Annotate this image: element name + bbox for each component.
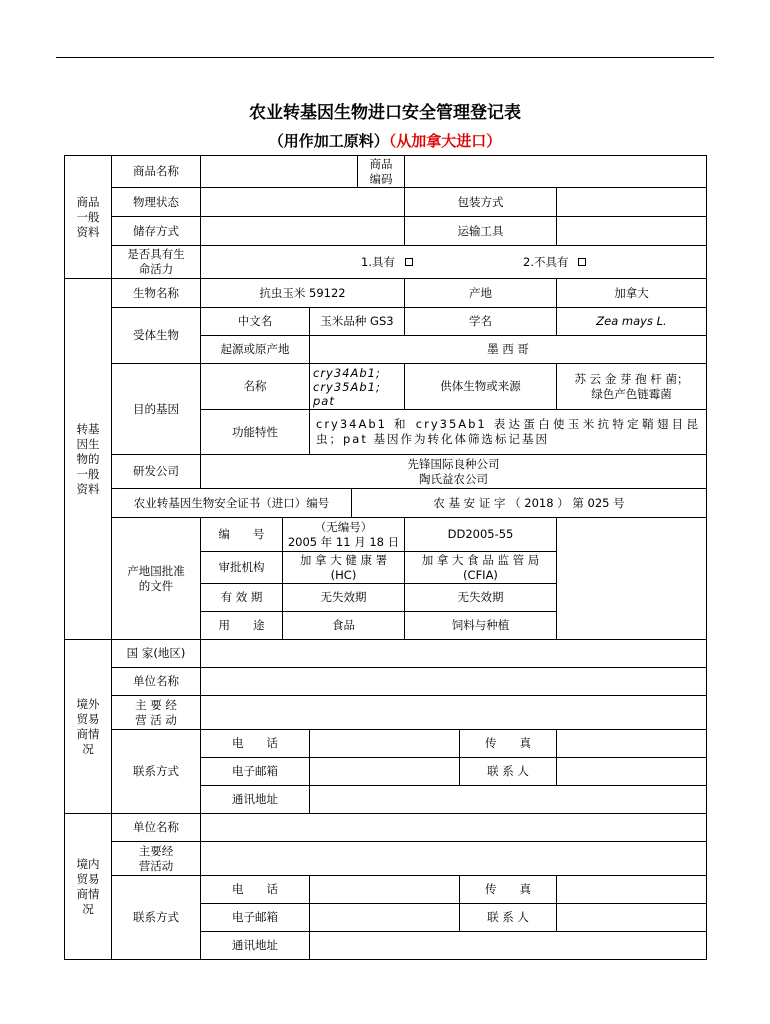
label-recipient: 受体生物 (111, 307, 201, 364)
field-approval-extra[interactable] (556, 517, 707, 640)
field-foreign-address[interactable] (309, 785, 707, 814)
label-foreign-contact: 联系方式 (111, 729, 201, 814)
value-certificate: 农 基 安 证 字 （ 2018 ） 第 025 号 (351, 488, 707, 518)
value-validity-hc: 无失效期 (282, 583, 405, 612)
value-donor: 苏 云 金 芽 孢 杆 菌； 绿色产色链霉菌 (556, 363, 707, 410)
subtitle-main: （用作加工原料） (268, 132, 389, 150)
label-number: 编 号 (200, 517, 283, 552)
section-gmo: 转基 因生 物的 一般 资料 (64, 278, 112, 640)
label-domestic-address: 通讯地址 (200, 931, 310, 960)
label-approval-docs: 产地国批准 的文件 (111, 517, 201, 640)
label-sci-name: 学名 (404, 307, 557, 336)
field-product-name[interactable] (200, 155, 358, 188)
value-source: 墨 西 哥 (309, 335, 707, 364)
label-foreign-contact-person: 联 系 人 (459, 757, 557, 786)
label-target-gene: 目的基因 (111, 363, 201, 455)
value-number-hc: （无编号） 2005 年 11 月 18 日 (282, 517, 405, 552)
value-authority-cfia: 加 拿 大 食 品 监 管 局 (CFIA) (404, 551, 557, 584)
value-number-cfia: DD2005-55 (404, 517, 557, 552)
field-country[interactable] (200, 639, 707, 668)
page-title: 农业转基因生物进口安全管理登记表 (249, 103, 521, 123)
label-foreign-main-business: 主 要 经 营 活 动 (111, 695, 201, 730)
label-validity: 有 效 期 (200, 583, 283, 612)
field-domestic-main-business[interactable] (200, 841, 707, 876)
label-origin-place: 产地 (404, 278, 557, 308)
value-authority-hc: 加 拿 大 健 康 署 (HC) (282, 551, 405, 584)
section-goods: 商品 一般 资料 (64, 155, 112, 279)
field-domestic-email[interactable] (309, 903, 460, 932)
value-usage-cfia: 饲料与种植 (404, 611, 557, 640)
field-domestic-contact-person[interactable] (556, 903, 707, 932)
checkbox-icon[interactable] (578, 258, 586, 266)
field-product-code[interactable] (404, 155, 707, 188)
value-cn-name: 玉米品种 GS3 (309, 307, 405, 336)
field-foreign-phone[interactable] (309, 729, 460, 758)
field-domestic-address[interactable] (309, 931, 707, 960)
field-domestic-fax[interactable] (556, 875, 707, 904)
label-usage: 用 途 (200, 611, 283, 640)
label-authority: 审批机构 (200, 551, 283, 584)
label-source: 起源或原产地 (200, 335, 310, 364)
label-product-code: 商品 编码 (357, 155, 405, 188)
label-foreign-unit-name: 单位名称 (111, 667, 201, 696)
label-organism-name: 生物名称 (111, 278, 201, 308)
label-foreign-email: 电子邮箱 (200, 757, 310, 786)
label-developer: 研发公司 (111, 454, 201, 489)
label-foreign-address: 通讯地址 (200, 785, 310, 814)
option-living-yes[interactable]: 1.具有 (361, 255, 413, 270)
label-country: 国 家(地区) (111, 639, 201, 668)
value-origin-place: 加拿大 (556, 278, 707, 308)
label-gene-name: 名称 (200, 363, 310, 410)
label-certificate: 农业转基因生物安全证书（进口）编号 (111, 488, 352, 518)
label-domestic-contact: 联系方式 (111, 875, 201, 960)
label-transport: 运输工具 (404, 216, 557, 246)
label-domestic-phone: 电 话 (200, 875, 310, 904)
label-function: 功能特性 (200, 409, 310, 455)
subtitle-origin: （从加拿大进口） (388, 132, 502, 150)
section-foreign: 境外 贸易 商情 况 (64, 639, 112, 814)
field-foreign-contact-person[interactable] (556, 757, 707, 786)
option-living-no[interactable]: 2.不具有 (523, 255, 586, 270)
value-validity-cfia: 无失效期 (404, 583, 557, 612)
value-organism-name: 抗虫玉米 59122 (200, 278, 405, 308)
field-storage[interactable] (200, 216, 405, 246)
label-cn-name: 中文名 (200, 307, 310, 336)
field-foreign-unit-name[interactable] (200, 667, 707, 696)
label-product-name: 商品名称 (111, 155, 201, 188)
label-storage: 储存方式 (111, 216, 201, 246)
field-physical-state[interactable] (200, 187, 405, 217)
section-domestic: 境内 贸易 商情 况 (64, 813, 112, 960)
label-foreign-phone: 电 话 (200, 729, 310, 758)
field-foreign-main-business[interactable] (200, 695, 707, 730)
label-domestic-contact-person: 联 系 人 (459, 903, 557, 932)
field-transport[interactable] (556, 216, 707, 246)
field-domestic-unit-name[interactable] (200, 813, 707, 842)
label-foreign-fax: 传 真 (459, 729, 557, 758)
label-living: 是否具有生 命活力 (111, 245, 201, 279)
label-domestic-main-business: 主要经 营活动 (111, 841, 201, 876)
field-foreign-fax[interactable] (556, 729, 707, 758)
field-living (200, 245, 707, 279)
label-physical-state: 物理状态 (111, 187, 201, 217)
value-function: cry34Ab1 和 cry35Ab1 表达蛋白使玉米抗特定鞘翅目昆虫；pat 基因作为转化体筛选标记基因 (309, 409, 707, 455)
value-developer: 先锋国际良种公司 陶氏益农公司 (200, 454, 707, 489)
header-rule (56, 57, 714, 58)
label-domestic-fax: 传 真 (459, 875, 557, 904)
label-donor: 供体生物或来源 (404, 363, 557, 410)
field-domestic-phone[interactable] (309, 875, 460, 904)
page-subtitle (0, 130, 770, 151)
checkbox-icon[interactable] (405, 258, 413, 266)
field-foreign-email[interactable] (309, 757, 460, 786)
value-gene-name: cry34Ab1; cry35Ab1; pat (309, 363, 405, 410)
value-sci-name: Zea mays L. (556, 307, 707, 336)
label-packaging: 包装方式 (404, 187, 557, 217)
label-domestic-unit-name: 单位名称 (111, 813, 201, 842)
value-usage-hc: 食品 (282, 611, 405, 640)
field-packaging[interactable] (556, 187, 707, 217)
label-domestic-email: 电子邮箱 (200, 903, 310, 932)
